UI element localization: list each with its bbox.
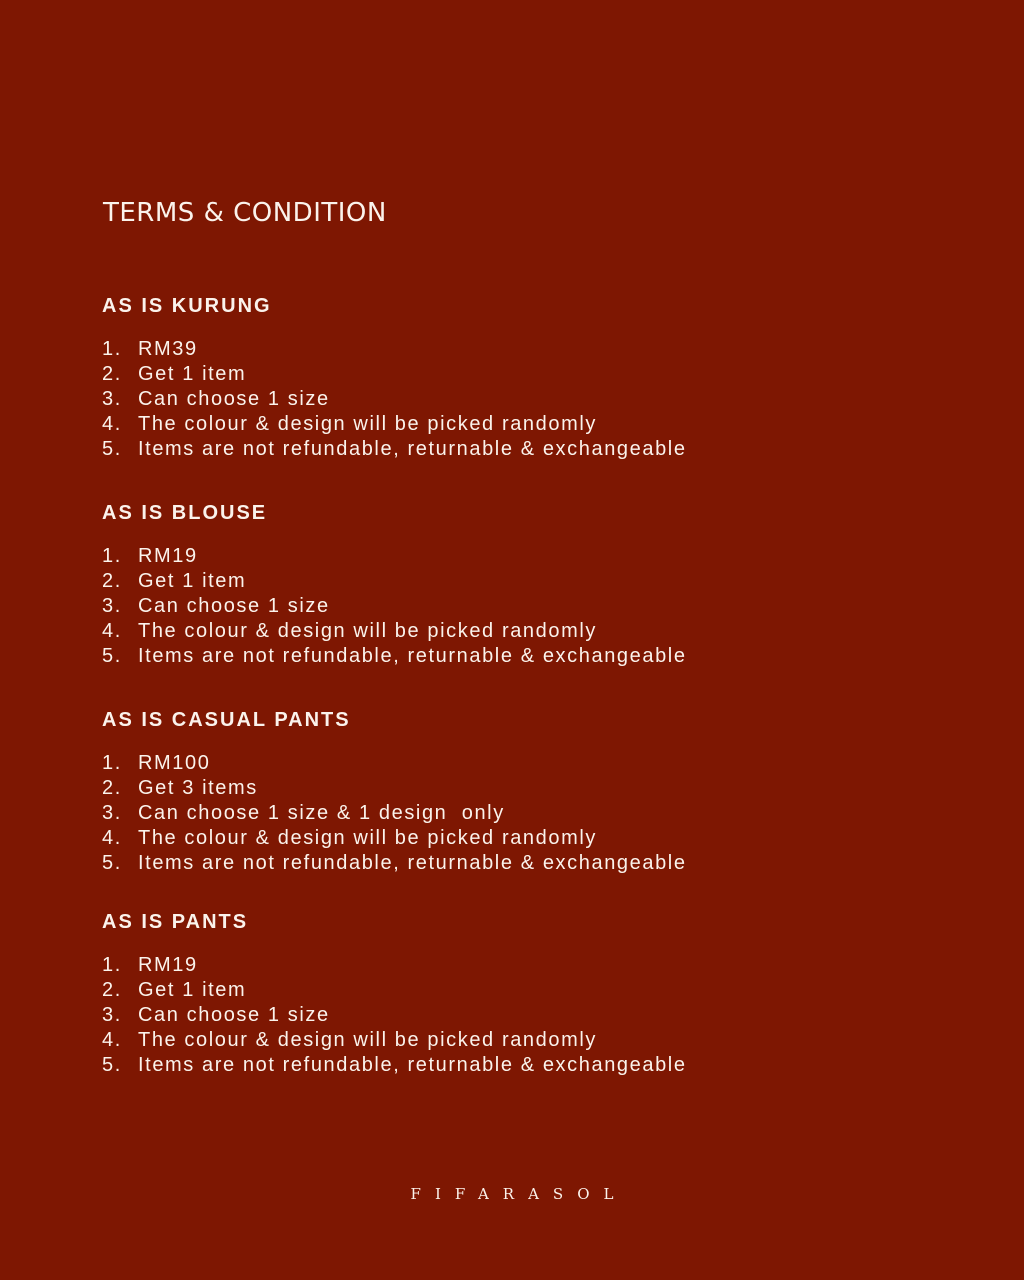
list-item — [102, 953, 922, 978]
list-item — [102, 801, 922, 826]
item-number: 1. — [102, 338, 122, 360]
section-heading: AS IS BLOUSE — [102, 502, 268, 524]
list-item — [102, 544, 922, 569]
list-item — [102, 1003, 922, 1028]
item-text: Items are not refundable, returnable & exchangeable — [138, 1054, 687, 1076]
item-number: 3. — [102, 802, 122, 824]
list-item — [102, 337, 922, 362]
item-number: 4. — [102, 1029, 122, 1051]
terms-list — [102, 953, 922, 1078]
list-item — [102, 826, 922, 851]
item-text: Items are not refundable, returnable & exchangeable — [138, 438, 687, 460]
section-heading: AS IS PANTS — [102, 911, 249, 933]
list-item — [102, 594, 922, 619]
section-heading: AS IS CASUAL PANTS — [102, 709, 351, 731]
item-text: RM100 — [138, 752, 211, 774]
item-text: The colour & design will be picked randomly — [138, 1029, 597, 1051]
section-kurung — [102, 294, 922, 462]
list-item — [102, 412, 922, 437]
item-number: 5. — [102, 1054, 122, 1076]
item-number: 5. — [102, 645, 122, 667]
item-text: RM19 — [138, 545, 198, 567]
item-text: Get 3 items — [138, 777, 258, 799]
list-item — [102, 437, 922, 462]
list-item — [102, 978, 922, 1003]
item-text: The colour & design will be picked randomly — [138, 620, 597, 642]
item-text: Can choose 1 size & 1 design only — [138, 802, 505, 824]
list-item — [102, 776, 922, 801]
list-item — [102, 1028, 922, 1053]
item-number: 3. — [102, 1004, 122, 1026]
brand-wordmark: FIFARASOL — [410, 1185, 628, 1203]
item-number: 1. — [102, 545, 122, 567]
list-item — [102, 1053, 922, 1078]
item-number: 3. — [102, 595, 122, 617]
item-text: RM19 — [138, 954, 198, 976]
list-item — [102, 362, 922, 387]
item-number: 5. — [102, 852, 122, 874]
terms-list — [102, 751, 922, 876]
item-text: RM39 — [138, 338, 198, 360]
terms-list — [102, 337, 922, 462]
list-item — [102, 569, 922, 594]
list-item — [102, 619, 922, 644]
item-number: 2. — [102, 570, 122, 592]
item-text: Can choose 1 size — [138, 388, 330, 410]
list-item — [102, 387, 922, 412]
section-casual-pants — [102, 708, 922, 876]
list-item — [102, 751, 922, 776]
item-text: Items are not refundable, returnable & exchangeable — [138, 852, 687, 874]
terms-list — [102, 544, 922, 669]
section-heading: AS IS KURUNG — [102, 295, 272, 317]
item-number: 5. — [102, 438, 122, 460]
item-text: Get 1 item — [138, 570, 247, 592]
item-text: Can choose 1 size — [138, 595, 330, 617]
list-item — [102, 644, 922, 669]
item-text: Can choose 1 size — [138, 1004, 330, 1026]
item-number: 2. — [102, 777, 122, 799]
item-number: 1. — [102, 954, 122, 976]
item-number: 4. — [102, 827, 122, 849]
item-text: Items are not refundable, returnable & exchangeable — [138, 645, 687, 667]
page-title: TERMS & CONDITION — [103, 198, 387, 228]
item-text: The colour & design will be picked randomly — [138, 413, 597, 435]
item-number: 3. — [102, 388, 122, 410]
section-pants — [102, 910, 922, 1078]
item-text: Get 1 item — [138, 363, 247, 385]
item-text: Get 1 item — [138, 979, 247, 1001]
item-number: 2. — [102, 979, 122, 1001]
list-item — [102, 851, 922, 876]
item-text: The colour & design will be picked randomly — [138, 827, 597, 849]
item-number: 2. — [102, 363, 122, 385]
item-number: 4. — [102, 620, 122, 642]
item-number: 1. — [102, 752, 122, 774]
item-number: 4. — [102, 413, 122, 435]
section-blouse — [102, 501, 922, 669]
